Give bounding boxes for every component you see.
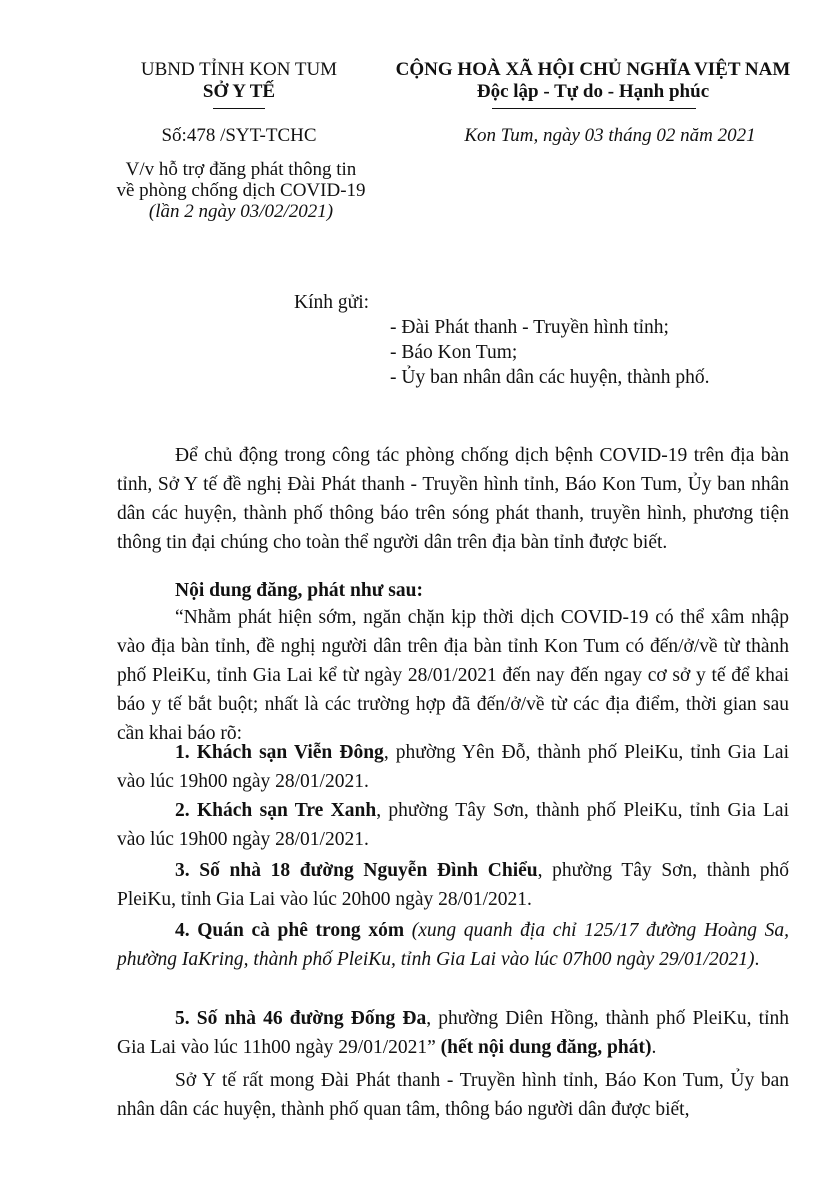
list-item-5 (117, 1004, 789, 1062)
quote-paragraph: “Nhằm phát hiện sớm, ngăn chặn kịp thời dịch COVID-19 có thể xâm nhập vào địa bàn tỉnh, đề nghị người dân trên địa bàn tỉnh Kon Tum có đến/ở/về từ thành phố PleiKu, tỉnh Gia Lai kể từ ngày 28/01/2021 đến nay đến ngay cơ sở y tế để khai báo y tế bắt buột; nhất là các trường hợp đã đến/ở/về từ các địa điểm, thời gian sau cần khai báo rõ: (117, 607, 789, 744)
closing-paragraph: Sở Y tế rất mong Đài Phát thanh - Truyền hình tỉnh, Báo Kon Tum, Ủy ban nhân dân các huyện, thành phố quan tâm, thông báo người dân được biết, (117, 1070, 789, 1120)
subject-line-3: (lần 2 ngày 03/02/2021) (148, 201, 334, 222)
item-text: , phường Diên Hồng, thành phố PleiKu, tỉnh Gia Lai vào lúc 11h00 ngày 29/01/2021” (117, 1008, 789, 1058)
item-italic: (xung quanh địa chỉ 125/17 đường Hoàng Sa, phường IaKring, thành phố PleiKu, tỉnh Gia Lai vào lúc 07h00 ngày 29/01/2021) (117, 920, 790, 970)
org-parent: UBND TỈNH KON TUM (140, 59, 338, 80)
item-text: , phường Tây Sơn, thành phố PleiKu, tỉnh Gia Lai vào lúc 20h00 ngày 28/01/2021. (117, 860, 790, 910)
item-text: . (754, 949, 760, 970)
motto-underline (492, 108, 696, 109)
doc-number: Số:478 /SYT-TCHC (161, 125, 317, 146)
list-item-1 (117, 738, 789, 796)
item-bold: 2. Khách sạn Tre Xanh (175, 800, 377, 821)
recipient-item: - Đài Phát thanh - Truyền hình tỉnh; (390, 317, 669, 338)
item-bold-tail: (hết nội dung đăng, phát) (440, 1037, 652, 1058)
item-text: , phường Tây Sơn, thành phố PleiKu, tỉnh Gia Lai vào lúc 19h00 ngày 28/01/2021. (117, 800, 789, 850)
item-text: , phường Yên Đỗ, thành phố PleiKu, tỉnh Gia Lai vào lúc 19h00 ngày 28/01/2021. (117, 742, 789, 792)
recipients-label: Kính gửi: (294, 292, 370, 313)
recipient-item: - Báo Kon Tum; (390, 342, 518, 363)
item-bold: 3. Số nhà 18 đường Nguyễn Đình Chiểu (175, 860, 538, 881)
intro-paragraph: Để chủ động trong công tác phòng chống dịch bệnh COVID-19 trên địa bàn tỉnh, Sở Y tế đề nghị Đài Phát thanh - Truyền hình tỉnh, Báo Kon Tum, Ủy ban nhân dân các huyện, thành phố thông báo trên sóng phát thanh, truyền hình, phương tiện thông tin đại chúng cho toàn thể người dân trên địa bàn tỉnh được biết. (117, 445, 789, 553)
list-item-4 (117, 916, 789, 974)
org-underline (213, 108, 265, 109)
motto: Độc lập - Tự do - Hạnh phúc (476, 81, 710, 102)
subject-line-1: V/v hỗ trợ đăng phát thông tin (125, 159, 357, 180)
subject-line-2: về phòng chống dịch COVID-19 (116, 180, 366, 201)
national-title: CỘNG HOÀ XÃ HỘI CHỦ NGHĨA VIỆT NAM (395, 59, 791, 80)
item-bold: 4. Quán cà phê trong xóm (175, 920, 405, 941)
list-item-2 (117, 796, 789, 854)
place-date: Kon Tum, ngày 03 tháng 02 năm 2021 (464, 125, 756, 146)
recipient-item: - Ủy ban nhân dân các huyện, thành phố. (390, 367, 710, 388)
item-bold: 1. Khách sạn Viễn Đông (175, 742, 384, 763)
org-name: SỞ Y TẾ (202, 81, 276, 102)
list-item-3 (117, 856, 789, 914)
item-end: . (651, 1037, 657, 1058)
content-heading: Nội dung đăng, phát như sau: (175, 580, 423, 601)
item-bold: 5. Số nhà 46 đường Đống Đa (175, 1008, 427, 1029)
